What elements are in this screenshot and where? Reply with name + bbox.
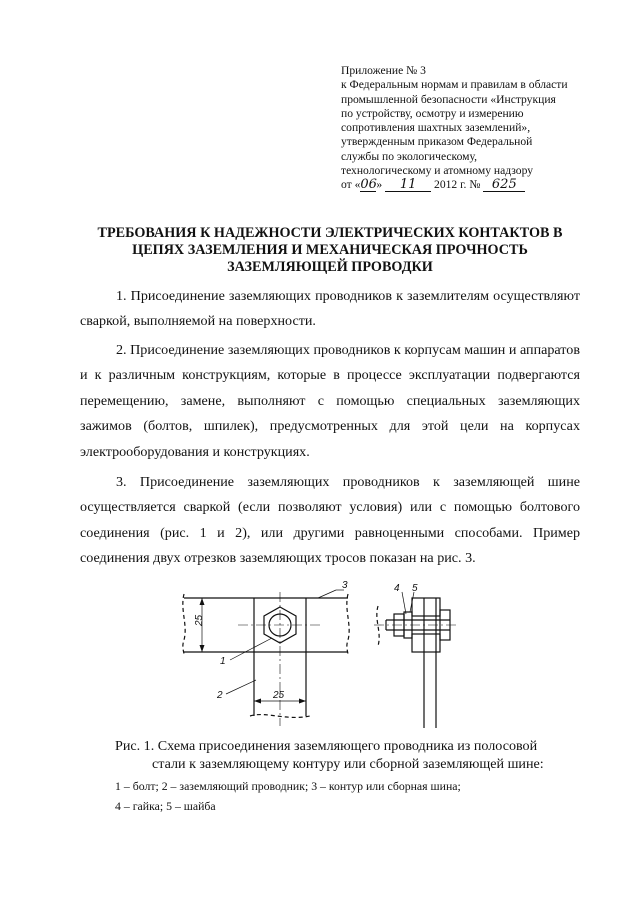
appendix-line: промышленной безопасности «Инструкция [341, 92, 556, 106]
date-prefix: от « [341, 178, 361, 192]
dim-arrow-top [200, 598, 205, 605]
caption-line-2: стали к заземляющему контуру или сборной заземляющей шине: [152, 755, 544, 772]
label-2: 2 [217, 690, 223, 701]
month-handwritten: 11 [385, 179, 431, 192]
legend-line-1: 1 – болт; 2 – заземляющий проводник; 3 – контур или сборная шина; [115, 779, 461, 793]
caption-line-1: Рис. 1. Схема присоединения заземляющего проводника из полосовой [115, 738, 538, 754]
figure-caption [115, 738, 585, 773]
label-4: 4 [394, 583, 400, 594]
appendix-line: утвержденным приказом Федеральной [341, 135, 533, 149]
appendix-line: к Федеральным нормам и правилам в области [341, 78, 568, 92]
appendix-line: службы по экологическому, [341, 149, 478, 163]
day-handwritten: 06 [360, 177, 377, 193]
connection-scheme [176, 580, 476, 730]
order-number-handwritten: 625 [483, 179, 525, 192]
dim-vertical-label: 25 [194, 614, 205, 626]
side-break [377, 606, 379, 646]
appendix-line: технологическому и атомному надзору [341, 164, 534, 178]
dim-horizontal-label: 25 [273, 690, 285, 701]
label-5: 5 [412, 583, 418, 594]
leader-4 [402, 592, 406, 614]
paragraph-1: 1. Присоединение заземляющих проводников к заземлителям осуществляют сваркой, выполняемой на поверхности. [80, 288, 580, 330]
dim-arrow-right [299, 699, 306, 704]
appendix-line: Приложение № 3 [341, 64, 426, 77]
bus-break-right [347, 594, 349, 656]
dim-arrow-bottom [200, 645, 205, 652]
dim-arrow-left [254, 699, 261, 704]
date-mid: » [376, 178, 383, 192]
bus-break-left [183, 594, 185, 656]
order-date-line [341, 178, 601, 192]
date-year: 2012 г. № [434, 178, 481, 192]
label-3: 3 [342, 580, 348, 591]
figure-1-drawing [176, 580, 476, 735]
appendix-line: сопротивления шахтных заземлений», [341, 121, 531, 135]
paragraph-3: 3. Присоединение заземляющих проводников к заземляющей шине осуществляется сваркой (если позволяют условия) или с помощью болтового соединения (рис. 1 и 2), или другими равноценными способами. Пример соединения двух отрезков заземляющих тросов показан на рис. 3. [80, 474, 580, 567]
leader-3 [318, 590, 336, 598]
paragraph-2: 2. Присоединение заземляющих проводников к корпусам машин и аппаратов и к различным конструкциям, которые в процессе эксплуатации подвергаются перемещению, замене, выполняют с помощью специальных заземляющих зажимов (болтов, шпилек), предусмотренных для этой цели на корпусах электрооборудования и конструкциях. [80, 342, 580, 460]
section-heading: ТРЕБОВАНИЯ К НАДЕЖНОСТИ ЭЛЕКТРИЧЕСКИХ КОНТАКТОВ В ЦЕПЯХ ЗАЗЕМЛЕНИЯ И МЕХАНИЧЕСКАЯ ПРОЧНОСТЬ ЗАЗЕМЛЯЮЩЕЙ ПРОВОДКИ [97, 225, 563, 275]
label-1: 1 [220, 656, 226, 667]
appendix-block [341, 64, 601, 193]
leader-1 [230, 638, 272, 660]
appendix-line: по устройству, осмотру и измерению [341, 106, 524, 120]
legend-line-2: 4 – гайка; 5 – шайба [115, 799, 216, 813]
leader-2 [226, 680, 256, 694]
